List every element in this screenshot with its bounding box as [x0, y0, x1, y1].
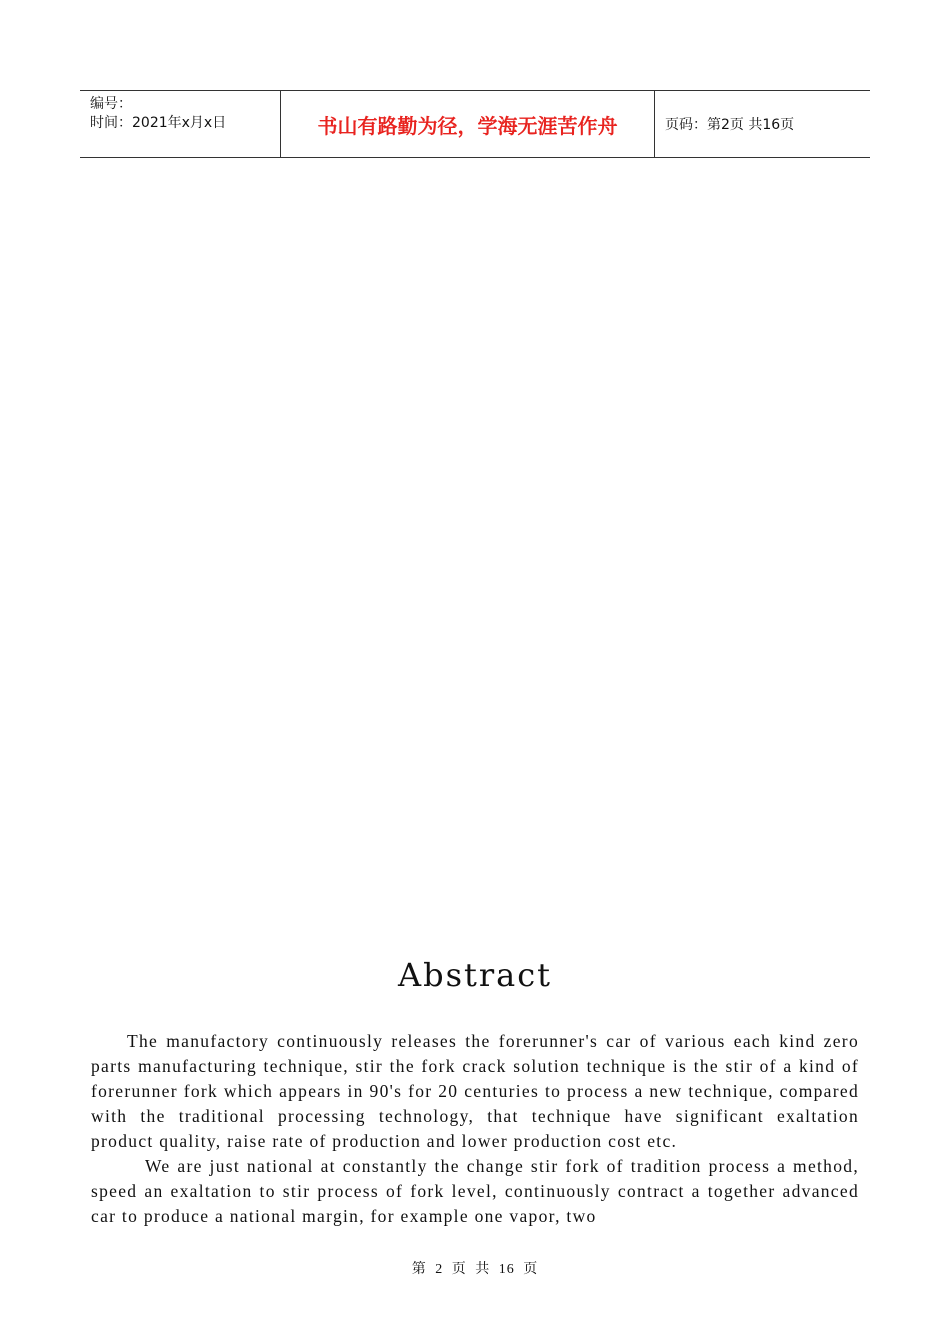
- page-footer: 第 2 页 共 16 页: [411, 1262, 539, 1277]
- header-page-cell: [655, 91, 870, 157]
- abstract-body: [91, 1029, 859, 1229]
- document-header: [80, 90, 870, 158]
- header-motto: 书山有路勤为径，学海无涯苦作舟: [317, 113, 618, 138]
- header-motto-cell: [281, 91, 655, 157]
- abstract-title: Abstract: [397, 956, 553, 995]
- document-number-label: 编号：: [90, 96, 132, 112]
- abstract-paragraph: We are just national at constantly the change stir fork of tradition process a method, speed an exaltation to stir process of fork level, continuously contract a together advanced car to produce a national margin, for example one vapor, two: [91, 1156, 859, 1226]
- header-meta-cell: [80, 91, 281, 157]
- header-page-info: 页码：第2页 共16页: [665, 117, 795, 133]
- document-date-label: 时间：2021年x月x日: [90, 115, 227, 131]
- abstract-paragraph: The manufactory continuously releases the forerunner's car of various each kind zero parts manufacturing technique, stir the fork crack solution technique is the stir of a kind of forerunner fork which appears in 90's for 20 centuries to process a new technique, compared with the traditional processing technology, that technique have significant exaltation product quality, raise rate of production and lower production cost etc.: [91, 1031, 859, 1151]
